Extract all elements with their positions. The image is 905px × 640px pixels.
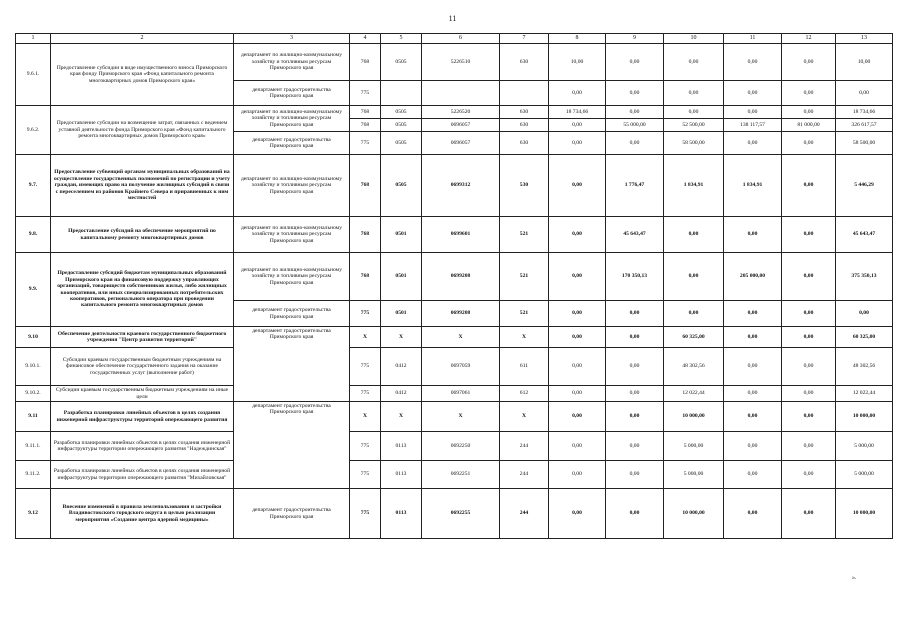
- cell: 0,00: [724, 386, 782, 402]
- cell: 0697061: [422, 386, 500, 402]
- cell: 768: [350, 44, 381, 81]
- cell: 530: [500, 155, 549, 217]
- cell: 0,00: [606, 81, 664, 106]
- cell: X: [381, 402, 422, 432]
- responsible-department: департамент по жилищно-коммунальному хозяйству и топливным ресурсам Приморского края: [234, 155, 350, 217]
- cell: 10,00: [836, 44, 893, 81]
- cell: 0,00: [782, 327, 836, 348]
- cell: 12 022,44: [836, 386, 893, 402]
- col-header: 13: [836, 34, 893, 44]
- table-row: [16, 348, 893, 386]
- table-row: [16, 44, 893, 81]
- cell: 138 117,57: [724, 119, 782, 132]
- cell: 0,00: [606, 301, 664, 327]
- cell: 521: [500, 253, 549, 301]
- cell: 0,00: [836, 81, 893, 106]
- cell: 5 446,29: [836, 155, 893, 217]
- col-header: 7: [500, 34, 549, 44]
- row-number: 9.8.: [16, 217, 51, 253]
- page-number: 11: [448, 14, 457, 23]
- cell: 0,00: [782, 132, 836, 155]
- cell: 0,00: [549, 253, 606, 301]
- cell: 10 000,00: [836, 402, 893, 432]
- cell: 775: [350, 348, 381, 386]
- cell: 0505: [381, 44, 422, 81]
- cell: [422, 81, 500, 106]
- row-description: Субсидии краевым государственным бюджетным учреждениям на иные цели: [51, 386, 234, 402]
- cell: 0,00: [724, 132, 782, 155]
- column-number-row: [16, 34, 893, 44]
- cell: 170 350,13: [606, 253, 664, 301]
- cell: 244: [500, 489, 549, 539]
- cell: 0699208: [422, 253, 500, 301]
- cell: 52 500,00: [664, 119, 724, 132]
- cell: 55 000,00: [606, 119, 664, 132]
- cell: 0,00: [549, 119, 606, 132]
- cell: 768: [350, 155, 381, 217]
- cell: 775: [350, 461, 381, 489]
- cell: 0,00: [664, 301, 724, 327]
- col-header: 2: [51, 34, 234, 44]
- closing-quote-mark: ».: [852, 575, 857, 581]
- cell: 10 000,00: [664, 402, 724, 432]
- cell: 0,00: [606, 348, 664, 386]
- cell: 0,00: [782, 81, 836, 106]
- cell: 612: [500, 386, 549, 402]
- cell: 10 000,00: [836, 489, 893, 539]
- cell: 0,00: [549, 432, 606, 461]
- cell: 521: [500, 301, 549, 327]
- cell: 768: [350, 106, 381, 119]
- cell: 375 350,13: [836, 253, 893, 301]
- cell: X: [422, 327, 500, 348]
- table-row: [16, 402, 893, 432]
- cell: 45 643,47: [606, 217, 664, 253]
- row-description: Внесение изменений в правила землепользования и застройки Владивостокского городского округа в целью реализации мероприятия «Создание центра ядерной медицины»: [51, 489, 234, 539]
- cell: 0,00: [606, 327, 664, 348]
- cell: 0,00: [724, 348, 782, 386]
- cell: 0,00: [549, 301, 606, 327]
- col-header: 10: [664, 34, 724, 44]
- table-row: [16, 489, 893, 539]
- cell: 58 500,00: [836, 132, 893, 155]
- col-header: 5: [381, 34, 422, 44]
- cell: 1 834,91: [664, 155, 724, 217]
- cell: 0,00: [606, 386, 664, 402]
- cell: 18 734,66: [549, 106, 606, 119]
- row-number: 9.11.2.: [16, 461, 51, 489]
- row-number: 9.7.: [16, 155, 51, 217]
- cell: 18 734,66: [836, 106, 893, 119]
- cell: 0,00: [606, 402, 664, 432]
- cell: 0696057: [422, 132, 500, 155]
- cell: 0,00: [782, 217, 836, 253]
- cell: 0696057: [422, 119, 500, 132]
- cell: 0692255: [422, 489, 500, 539]
- cell: 0,00: [664, 253, 724, 301]
- cell: 768: [350, 217, 381, 253]
- cell: 0,00: [664, 106, 724, 119]
- cell: 611: [500, 348, 549, 386]
- col-header: 9: [606, 34, 664, 44]
- cell: 0,00: [606, 489, 664, 539]
- cell: 45 643,47: [836, 217, 893, 253]
- table-row: [16, 461, 893, 489]
- cell: 0,00: [549, 81, 606, 106]
- cell: 0,00: [549, 155, 606, 217]
- cell: 775: [350, 386, 381, 402]
- col-header: 8: [549, 34, 606, 44]
- cell: [381, 81, 422, 106]
- cell: 0692251: [422, 461, 500, 489]
- responsible-department: департамент по жилищно-коммунальному хозяйству и топливным ресурсам Приморского края: [234, 106, 350, 132]
- cell: 0,00: [782, 106, 836, 119]
- cell: 58 500,00: [664, 132, 724, 155]
- cell: 0,00: [724, 301, 782, 327]
- cell: 0699208: [422, 301, 500, 327]
- cell: 0,00: [724, 106, 782, 119]
- cell: 5226510: [422, 44, 500, 81]
- cell: 0,00: [782, 489, 836, 539]
- cell: 0,00: [724, 432, 782, 461]
- cell: 0699312: [422, 155, 500, 217]
- row-description: Разработка планировки линейных объектов в целях создания инженерной инфраструктуры территории опережающего развития "Надеждинская": [51, 432, 234, 461]
- cell: 0,00: [782, 253, 836, 301]
- col-header: 1: [16, 34, 51, 44]
- cell: 5 000,00: [836, 461, 893, 489]
- cell: 0,00: [782, 432, 836, 461]
- cell: 5 000,00: [664, 432, 724, 461]
- budget-table: [15, 33, 893, 539]
- cell: 0,00: [724, 44, 782, 81]
- responsible-department: департамент по жилищно-коммунальному хозяйству и топливным ресурсам Приморского края: [234, 44, 350, 81]
- table-row: [16, 217, 893, 253]
- cell: 0505: [381, 119, 422, 132]
- cell: 10,00: [549, 44, 606, 81]
- cell: 0113: [381, 461, 422, 489]
- cell: 0697059: [422, 348, 500, 386]
- cell: 0,00: [836, 301, 893, 327]
- cell: 5 000,00: [664, 461, 724, 489]
- cell: 0,00: [549, 132, 606, 155]
- cell: 244: [500, 432, 549, 461]
- cell: 0412: [381, 386, 422, 402]
- cell: 775: [350, 81, 381, 106]
- cell: X: [422, 402, 500, 432]
- cell: 630: [500, 132, 549, 155]
- cell: 0,00: [549, 217, 606, 253]
- cell: 48 302,56: [836, 348, 893, 386]
- cell: 768: [350, 253, 381, 301]
- cell: 0699601: [422, 217, 500, 253]
- cell: 0,00: [782, 155, 836, 217]
- cell: 0501: [381, 301, 422, 327]
- cell: 768: [350, 119, 381, 132]
- row-description: Предоставление субсидии в виде имущественного взноса Приморского края фонду Приморского края «Фонд капитального ремонта многоквартирных домов Приморского края»: [51, 44, 234, 106]
- cell: 0,00: [782, 44, 836, 81]
- cell: 0505: [381, 132, 422, 155]
- cell: 0113: [381, 489, 422, 539]
- cell: 1 776,47: [606, 155, 664, 217]
- row-number: 9.10: [16, 327, 51, 348]
- responsible-department: департамент градостроительства Приморского края: [234, 402, 350, 489]
- cell: 0505: [381, 155, 422, 217]
- cell: 0,00: [724, 217, 782, 253]
- responsible-department: департамент градостроительства Приморского края: [234, 132, 350, 155]
- row-number: 9.6.1.: [16, 44, 51, 106]
- row-number: 9.10.2.: [16, 386, 51, 402]
- cell: 630: [500, 119, 549, 132]
- cell: 775: [350, 489, 381, 539]
- cell: 630: [500, 44, 549, 81]
- cell: 0,00: [606, 106, 664, 119]
- cell: X: [350, 327, 381, 348]
- cell: 12 022,44: [664, 386, 724, 402]
- cell: 0412: [381, 348, 422, 386]
- row-number: 9.12: [16, 489, 51, 539]
- row-description: Разработка планировки линейных объектов в целях создания инженерной инфраструктуры территорий опережающего развития: [51, 402, 234, 432]
- cell: 0692250: [422, 432, 500, 461]
- col-header: 6: [422, 34, 500, 44]
- cell: 10 000,00: [664, 489, 724, 539]
- cell: 0,00: [606, 132, 664, 155]
- col-header: 11: [724, 34, 782, 44]
- cell: 5 000,00: [836, 432, 893, 461]
- cell: 0,00: [549, 402, 606, 432]
- responsible-department: департамент градостроительства Приморского края: [234, 301, 350, 327]
- cell: 0501: [381, 253, 422, 301]
- table-row: [16, 327, 893, 348]
- cell: 775: [350, 132, 381, 155]
- cell: 0,00: [782, 402, 836, 432]
- row-number: 9.6.2.: [16, 106, 51, 155]
- cell: 0,00: [549, 461, 606, 489]
- table-row: [16, 106, 893, 119]
- cell: 0,00: [606, 432, 664, 461]
- table-row: [16, 253, 893, 301]
- row-description: Предоставление субсидии на возмещение затрат, связанных с ведением уставной деятельности фонда Приморского края «Фонд капитального ремонта многоквартирных домов Приморского края»: [51, 106, 234, 155]
- cell: 81 000,00: [782, 119, 836, 132]
- cell: 0,00: [724, 402, 782, 432]
- cell: 0,00: [782, 461, 836, 489]
- cell: X: [350, 402, 381, 432]
- cell: 0,00: [664, 217, 724, 253]
- cell: 0501: [381, 217, 422, 253]
- row-number: 9.11.1.: [16, 432, 51, 461]
- table-row: [16, 432, 893, 461]
- cell: 205 000,00: [724, 253, 782, 301]
- cell: 0,00: [724, 461, 782, 489]
- cell: 0,00: [782, 386, 836, 402]
- cell: 0,00: [549, 489, 606, 539]
- row-number: 9.10.1.: [16, 348, 51, 386]
- cell: 0,00: [549, 386, 606, 402]
- col-header: 3: [234, 34, 350, 44]
- cell: 48 302,56: [664, 348, 724, 386]
- col-header: 12: [782, 34, 836, 44]
- cell: 0,00: [724, 81, 782, 106]
- cell: 630: [500, 106, 549, 119]
- cell: 0,00: [782, 348, 836, 386]
- row-description: Предоставление субсидий на обеспечение мероприятий по капитальному ремонту многоквартирных домов: [51, 217, 234, 253]
- row-number: 9.9.: [16, 253, 51, 327]
- cell: 0,00: [664, 44, 724, 81]
- row-number: 9.11: [16, 402, 51, 432]
- cell: 0,00: [724, 489, 782, 539]
- responsible-department: департамент градостроительства Приморского края: [234, 327, 350, 402]
- responsible-department: департамент градостроительства Приморского края: [234, 81, 350, 106]
- cell: 0,00: [724, 327, 782, 348]
- row-description: Обеспечение деятельности краевого государственного бюджетного учреждения "Центр развития территорий": [51, 327, 234, 348]
- cell: X: [381, 327, 422, 348]
- cell: X: [500, 402, 549, 432]
- row-description: Предоставление субвенций органам муниципальных образований на осуществление государственных полномочий по регистрации и учету граждан, имеющих право на получение жилищных субсидий в связи с переселением из районов Крайнего Севера и приравненных к ним местностей: [51, 155, 234, 217]
- row-description: Субсидии краевым государственным бюджетным учреждениям на финансовое обеспечение государственного задания на оказание государственных услуг (выполнение работ): [51, 348, 234, 386]
- row-description: Предоставление субсидий бюджетам муниципальных образований Приморского края на финансовую поддержку управляющих организаций, товариществ собственников жилья, либо жилищных кооперативов, или иных специализированных потребительских кооперативов, регионального оператора при проведении капитального ремонта многоквартирных домов: [51, 253, 234, 327]
- cell: 0113: [381, 432, 422, 461]
- cell: 521: [500, 217, 549, 253]
- cell: X: [500, 327, 549, 348]
- cell: 0505: [381, 106, 422, 119]
- cell: 0,00: [664, 81, 724, 106]
- cell: 326 617,57: [836, 119, 893, 132]
- cell: 0,00: [549, 327, 606, 348]
- cell: 60 325,00: [836, 327, 893, 348]
- cell: 1 834,91: [724, 155, 782, 217]
- table-row: [16, 155, 893, 217]
- cell: [500, 81, 549, 106]
- cell: 244: [500, 461, 549, 489]
- responsible-department: департамент градостроительства Приморского края: [234, 489, 350, 539]
- responsible-department: департамент по жилищно-коммунальному хозяйству и топливным ресурсам Приморского края: [234, 253, 350, 301]
- cell: 775: [350, 432, 381, 461]
- responsible-department: департамент по жилищно-коммунальному хозяйству и топливным ресурсам Приморского края: [234, 217, 350, 253]
- table-row: [16, 386, 893, 402]
- cell: 5226520: [422, 106, 500, 119]
- cell: 0,00: [606, 461, 664, 489]
- col-header: 4: [350, 34, 381, 44]
- cell: 775: [350, 301, 381, 327]
- row-description: Разработка планировки линейных объектов в целях создания инженерной инфраструктуры территории опережающего развития "Михайловская": [51, 461, 234, 489]
- cell: 0,00: [606, 44, 664, 81]
- cell: 0,00: [782, 301, 836, 327]
- cell: 60 325,00: [664, 327, 724, 348]
- cell: 0,00: [549, 348, 606, 386]
